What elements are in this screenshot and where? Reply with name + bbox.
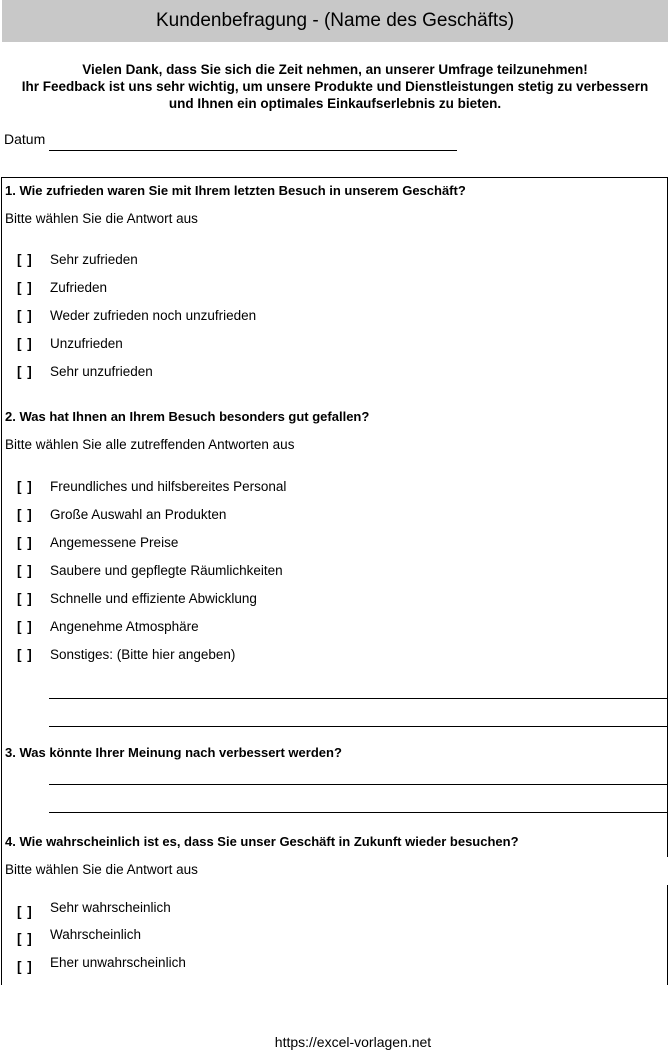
write-in-line[interactable] xyxy=(49,812,667,813)
question-4-option[interactable] xyxy=(0,955,660,975)
question-1-option[interactable] xyxy=(0,336,660,356)
page-title-text: Kundenbefragung - (Name des Geschäfts) xyxy=(155,10,515,31)
question-1-title: 1. Wie zufrieden waren Sie mit Ihrem letzten Besuch in unserem Geschäft? xyxy=(5,183,466,198)
question-2-option[interactable] xyxy=(0,619,660,639)
option-label: Angemessene Preise xyxy=(50,535,179,550)
survey-frame-top xyxy=(1,177,668,178)
checkbox[interactable]: [ ] xyxy=(17,280,33,295)
option-label: Eher unwahrscheinlich xyxy=(50,955,186,970)
checkbox[interactable]: [ ] xyxy=(17,535,33,550)
question-2-option[interactable] xyxy=(0,563,660,583)
option-label: Sehr unzufrieden xyxy=(50,364,153,379)
checkbox[interactable]: [ ] xyxy=(17,619,33,634)
question-2-option[interactable] xyxy=(0,507,660,527)
checkbox[interactable]: [ ] xyxy=(17,959,33,974)
checkbox[interactable]: [ ] xyxy=(17,931,33,946)
intro-line: Ihr Feedback ist uns sehr wichtig, um unsere Produkte und Dienstleistungen stetig zu verbessern xyxy=(21,79,649,94)
checkbox[interactable]: [ ] xyxy=(17,507,33,522)
option-label: Unzufrieden xyxy=(50,336,123,351)
question-1-option[interactable] xyxy=(0,280,660,300)
intro-line: und Ihnen ein optimales Einkaufserlebnis zu bieten. xyxy=(168,96,502,111)
question-2-option[interactable] xyxy=(0,591,660,611)
question-1-option[interactable] xyxy=(0,364,660,384)
checkbox[interactable]: [ ] xyxy=(17,479,33,494)
option-label: Zufrieden xyxy=(50,280,108,295)
option-label: Wahrscheinlich xyxy=(50,927,142,942)
write-in-line[interactable] xyxy=(49,726,667,727)
question-4-title: 4. Wie wahrscheinlich ist es, dass Sie unser Geschäft in Zukunft wieder besuchen? xyxy=(5,834,519,849)
question-2-option[interactable] xyxy=(0,647,660,667)
question-4-option[interactable] xyxy=(0,900,660,920)
question-2-hint: Bitte wählen Sie alle zutreffenden Antworten aus xyxy=(5,437,295,452)
option-label: Große Auswahl an Produkten xyxy=(50,507,227,522)
checkbox[interactable]: [ ] xyxy=(17,252,33,267)
option-label: Weder zufrieden noch unzufrieden xyxy=(50,308,257,323)
checkbox[interactable]: [ ] xyxy=(17,647,33,662)
question-1-hint: Bitte wählen Sie die Antwort aus xyxy=(5,211,198,226)
checkbox[interactable]: [ ] xyxy=(17,364,33,379)
option-label: Freundliches und hilfsbereites Personal xyxy=(50,479,287,494)
survey-frame-right xyxy=(667,177,668,857)
question-2-title: 2. Was hat Ihnen an Ihrem Besuch besonders gut gefallen? xyxy=(5,409,370,424)
question-3-title: 3. Was könnte Ihrer Meinung nach verbessert werden? xyxy=(5,745,342,760)
option-label: Schnelle und effiziente Abwicklung xyxy=(50,591,257,606)
checkbox[interactable]: [ ] xyxy=(17,336,33,351)
datum-field[interactable] xyxy=(49,150,457,151)
question-2-option[interactable] xyxy=(0,479,660,499)
question-4-option[interactable] xyxy=(0,927,660,947)
question-4-hint: Bitte wählen Sie die Antwort aus xyxy=(5,862,198,877)
option-label: Angenehme Atmosphäre xyxy=(50,619,199,634)
option-label: Sonstiges: (Bitte hier angeben) xyxy=(50,647,236,662)
question-1-option[interactable] xyxy=(0,308,660,328)
option-label: Sehr zufrieden xyxy=(50,252,138,267)
write-in-line[interactable] xyxy=(49,698,667,699)
write-in-line[interactable] xyxy=(49,784,667,785)
option-label: Sehr wahrscheinlich xyxy=(50,900,171,915)
checkbox[interactable]: [ ] xyxy=(17,904,33,919)
question-1-option[interactable] xyxy=(0,252,660,272)
checkbox[interactable]: [ ] xyxy=(17,591,33,606)
question-2-option[interactable] xyxy=(0,535,660,555)
page-title xyxy=(2,0,668,42)
footer-link[interactable]: https://excel-vorlagen.net xyxy=(274,1034,432,1050)
survey-frame-right xyxy=(667,885,668,985)
intro-text xyxy=(0,61,670,112)
datum-label: Datum xyxy=(4,131,46,147)
option-label: Saubere und gepflegte Räumlichkeiten xyxy=(50,563,283,578)
intro-line: Vielen Dank, dass Sie sich die Zeit nehmen, an unserer Umfrage teilzunehmen! xyxy=(82,62,588,77)
checkbox[interactable]: [ ] xyxy=(17,563,33,578)
checkbox[interactable]: [ ] xyxy=(17,308,33,323)
